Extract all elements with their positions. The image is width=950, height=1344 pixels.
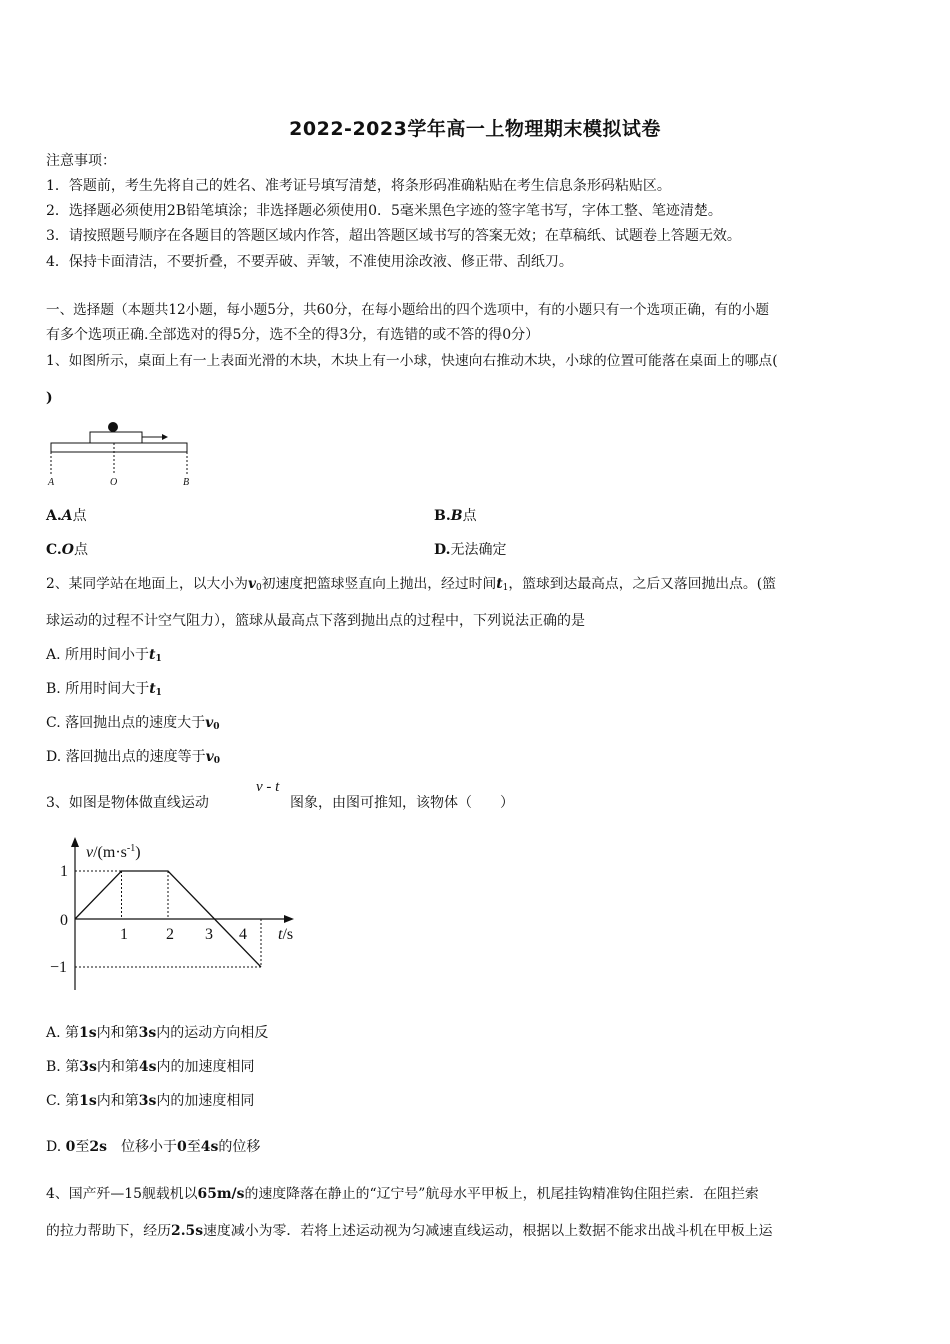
point-label-a: A — [48, 477, 55, 488]
x-tick-label: 2 — [166, 926, 174, 943]
wood-block — [90, 432, 142, 443]
x-axis-arrow — [284, 915, 294, 923]
notice-item: 4．保持卡面清洁，不要折叠，不要弄破、弄皱，不准使用涂改液、修正带、刮纸刀。 — [46, 254, 573, 270]
question-3-stem-b: 图象，由图可推知，该物体（ ） — [290, 795, 514, 811]
question-4-line-1: 4、国产歼—15舰载机以65m/s的速度降落在静止的“辽宁号”航母水平甲板上，机尾挂钩精准钩住阻拦索．在阻拦索 — [46, 1186, 759, 1202]
ball — [108, 422, 118, 432]
question-1-option-c: C.O点 — [46, 542, 88, 558]
y-axis-label: $v/(m\cdot s^{-1})$ — [86, 843, 141, 861]
x-tick-label: 4 — [239, 926, 247, 943]
question-2-option-b: B. 所用时间大于$t_1$ — [46, 681, 162, 698]
y-tick-label: 0 — [60, 912, 68, 929]
question-1-option-d: D.无法确定 — [434, 542, 507, 558]
table-surface — [51, 443, 187, 452]
question-3-option-a: A. 第1s内和第3s内的运动方向相反 — [46, 1025, 269, 1041]
question-3-option-b: B. 第3s内和第4s内的加速度相同 — [46, 1059, 255, 1075]
x-axis-label: t/s — [278, 926, 294, 943]
question-1-stem: 1、如图所示，桌面上有一上表面光滑的木块，木块上有一小球，快速向右推动木块，小球的位置可能落在桌面上的哪点( — [46, 353, 778, 369]
question-3-stem-a: 3、如图是物体做直线运动 — [46, 795, 209, 811]
page-title: 2022-2023学年高一上物理期末模拟试卷 — [289, 118, 661, 140]
question-1-figure — [44, 418, 196, 492]
question-2-option-a: A. 所用时间小于$t_1$ — [46, 647, 162, 664]
notice-item: 3．请按照题号顺序在各题目的答题区域内作答，超出答题区域书写的答案无效；在草稿纸、试题卷上答题无效。 — [46, 228, 741, 244]
question-1-option-a: A.A点 — [46, 508, 87, 524]
y-tick-label: 1 — [60, 863, 68, 880]
question-1-stem-end: ) — [46, 390, 53, 406]
question-1-option-b: B.B点 — [434, 508, 477, 524]
question-3-option-d: D. 0至2s 位移小于0至4s的位移 — [46, 1139, 261, 1155]
vt-graph — [44, 835, 314, 1000]
notice-item: 1．答题前，考生先将自己的姓名、准考证号填写清楚，将条形码准确粘贴在考生信息条形码粘贴区。 — [46, 178, 671, 194]
section-line: 一、选择题（本题共12小题，每小题5分，共60分，在每小题给出的四个选项中，有的小题只有一个选项正确，有的小题 — [46, 302, 769, 318]
y-tick-label: −1 — [50, 959, 68, 976]
question-2-option-c: C. 落回抛出点的速度大于$v_0$ — [46, 715, 220, 732]
notice-item: 2．选择题必须使用2B铅笔填涂；非选择题必须使用0．5毫米黑色字迹的签字笔书写，字体工整、笔迹清楚。 — [46, 203, 722, 219]
x-tick-label: 1 — [120, 926, 128, 943]
question-2-line-2: 球运动的过程不计空气阻力），篮球从最高点下落到抛出点的过程中，下列说法正确的是 — [46, 613, 585, 629]
point-label-b: B — [183, 477, 190, 488]
question-2-line-1: 2、某同学站在地面上，以大小为$v_0$初速度把篮球竖直向上抛出，经过时间$t_1$，篮球到达最高点，之后又落回抛出点。(篮 — [46, 576, 776, 593]
question-3-option-c: C. 第1s内和第3s内的加速度相同 — [46, 1093, 255, 1109]
point-label-o: O — [110, 477, 118, 488]
x-tick-label: 3 — [205, 926, 213, 943]
question-2-option-d: D. 落回抛出点的速度等于$v_0$ — [46, 749, 221, 766]
push-arrow-head — [162, 434, 168, 440]
y-axis-arrow — [71, 837, 79, 847]
section-line: 有多个选项正确.全部选对的得5分，选不全的得3分，有选错的或不答的得0分） — [46, 327, 540, 343]
question-4-line-2: 的拉力帮助下，经历2.5s速度减小为零．若将上述运动视为匀减速直线运动，根据以上数据不能求出战斗机在甲板上运 — [46, 1223, 773, 1239]
question-3-vt: v - t — [256, 779, 280, 795]
notice-heading: 注意事项： — [46, 153, 116, 169]
